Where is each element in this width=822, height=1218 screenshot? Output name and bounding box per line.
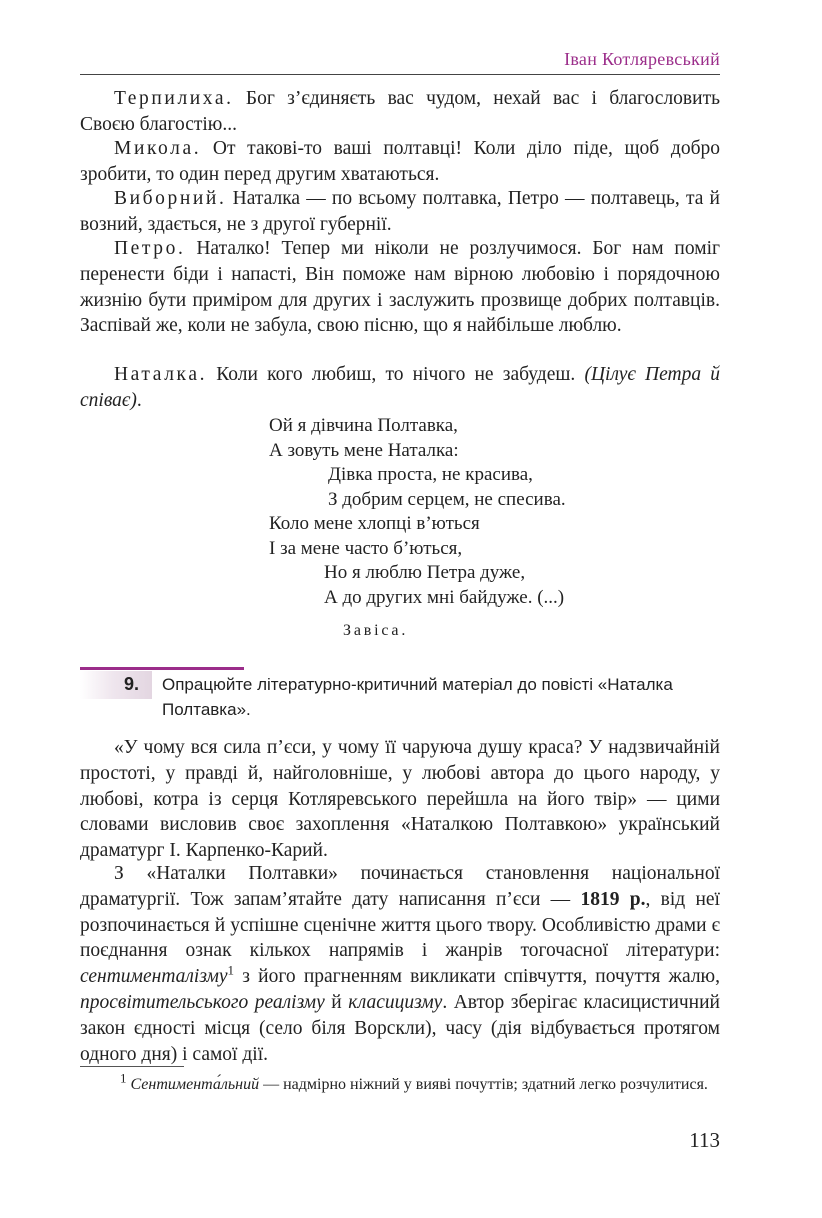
speaker-name: Терпилиха. xyxy=(114,88,234,109)
task-number-background xyxy=(80,671,152,699)
footnote xyxy=(80,1070,720,1096)
song-line: Ой я дівчина Полтавка, xyxy=(269,415,458,436)
dialogue-line xyxy=(80,136,720,188)
footnote-number: 1 xyxy=(120,1070,127,1086)
speaker-name: Наталка. xyxy=(114,364,208,385)
dialogue-text: От такові-то ваші полтавці! Коли діло піде, щоб добро зробити, то один перед другим хватаються. xyxy=(80,138,720,185)
article-paragraph-2 xyxy=(80,861,720,1067)
dialogue-line xyxy=(80,86,720,138)
running-header xyxy=(80,46,720,75)
task-accent-line xyxy=(80,667,244,670)
text-run: . Автор зберігає класицистичний закон єдності місця (село біля Ворскли), часу (дія відбувається протягом одного дня) і самої дії. xyxy=(80,991,720,1065)
song-line: З добрим серцем, не спесива. xyxy=(328,489,566,510)
term-classicism: класицизму xyxy=(348,991,443,1013)
speaker-name: Виборний. xyxy=(114,188,227,209)
dialogue-line xyxy=(80,186,720,238)
song-line: І за мене часто б’ються, xyxy=(269,538,463,559)
dialogue-text: Коли кого любиш, то нічого не забудеш. xyxy=(207,364,585,385)
stage-direction: (Цілує Петра й співає) xyxy=(80,364,720,411)
task-text: Опрацюйте літературно-критичний матеріал до повісті «Наталка Полтавка». xyxy=(162,675,673,719)
article-paragraph-1: «У чому вся сила п’єси, у чому її чаруюча душу краса? У надзвичайній простоті, у правді й, найголовніше, у любові автора до цього народу, у любові, котра із серця Котляревського перейшла на його твір» — цими словами висловив своє захоплення «Наталкою Полтавкою» український драматург І. Карпенко-Карий. xyxy=(80,737,720,862)
song-line: Дівка проста, не красива, xyxy=(328,464,533,485)
text-run: , від неї розпочинається й успішне сценічне життя цього твору. Особливістю драми є поєднання ознак кількох напрямів і жанрів тогочасної літератури: xyxy=(80,888,720,962)
dialogue-text: Бог з’єдиняєть вас чудом, нехай вас і благословить Своєю благостію... xyxy=(80,88,720,135)
text-run: й xyxy=(324,991,349,1013)
term-sentimentalism: сентименталізму xyxy=(80,966,228,988)
song-line: Но я люблю Петра дуже, xyxy=(324,562,526,583)
song-line: А зовуть мене Наталка: xyxy=(269,440,459,461)
date-highlight: 1819 р. xyxy=(580,888,646,910)
dialogue-line xyxy=(80,236,720,339)
song-line: Коло мене хлопці в’ються xyxy=(269,513,480,534)
footnote-term: Сентимента́льний xyxy=(130,1076,260,1093)
header-author: Іван Котляревський xyxy=(564,49,720,69)
dialogue-line xyxy=(80,362,720,414)
dialogue-text: Наталка — по всьому полтавка, Петро — полтавець, та й возний, здається, не з другої губернії. xyxy=(80,188,720,235)
song-line: А до других мні байдуже. (...) xyxy=(324,587,565,608)
footnote-divider xyxy=(80,1066,184,1067)
footnote-text: — надмірно ніжний у вияві почуттів; здатний легко розчулитися. xyxy=(259,1076,708,1093)
stage-curtain: Завіса. xyxy=(343,622,409,639)
punctuation: . xyxy=(136,389,142,411)
text-run: з його прагненням викликати співчуття, почуття жалю, xyxy=(234,966,720,988)
speaker-name: Микола. xyxy=(114,138,202,159)
page-number: 113 xyxy=(689,1128,720,1152)
footnote-mark: 1 xyxy=(227,962,235,978)
term-enlightenment-realism: просвітительського реалізму xyxy=(80,991,325,1013)
text-run: З «Наталки Полтавки» починається становлення національної драматургії. Тож запам’ятайте дату написання п’єси — xyxy=(80,863,720,910)
dialogue-text: Наталко! Тепер ми ніколи не розлучимося. Бог нам поміг перенести біди і напасті, Він поможе нам вірною любовію і порядочною жизнію бути приміром для других і заслужить прозвище добрих полтавців. Заспівай же, коли не забула, свою пісню, що я найбільше люблю. xyxy=(80,238,720,337)
speaker-name: Петро. xyxy=(114,238,186,259)
task-number: 9. xyxy=(124,674,140,694)
